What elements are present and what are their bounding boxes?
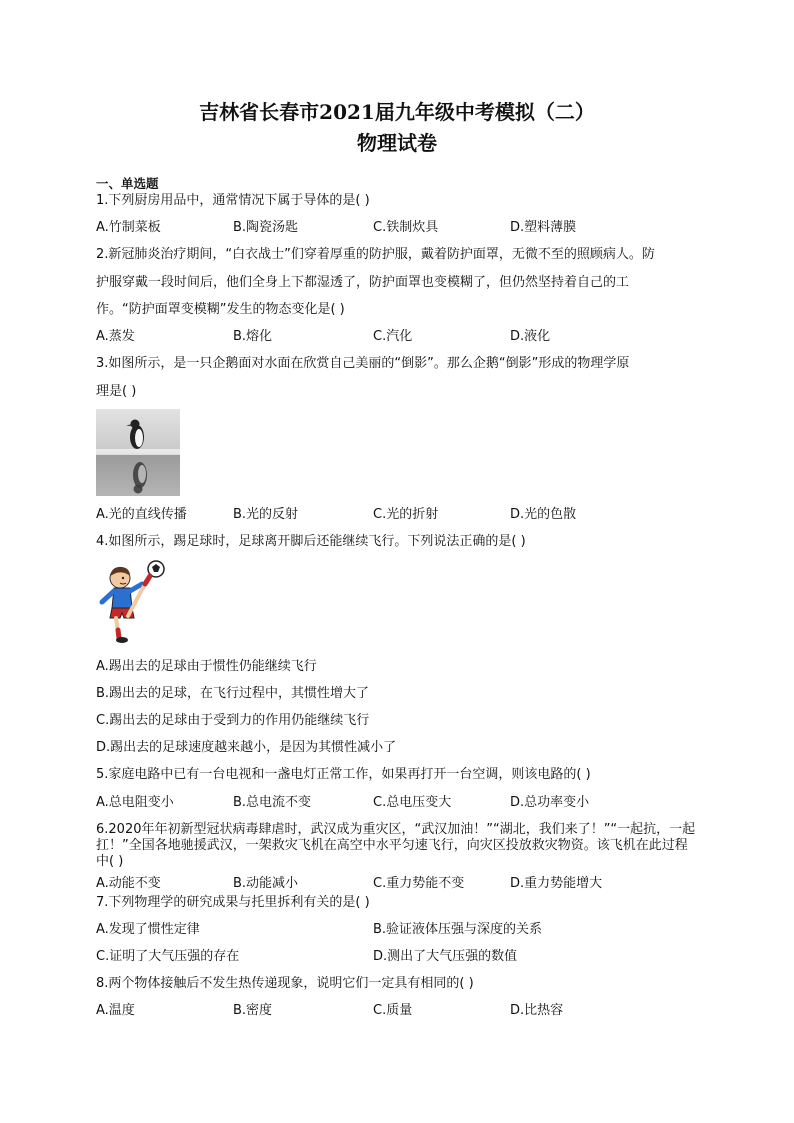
option-a: A.光的直线传播 <box>96 507 187 522</box>
option-c: C.证明了大气压强的存在 <box>96 949 240 964</box>
question-7-options-row-2 <box>96 949 696 965</box>
option-c: C.光的折射 <box>373 507 439 522</box>
question-5-options <box>96 795 696 811</box>
option-d: D.总功率变小 <box>510 795 590 810</box>
exam-title: 吉林省长春市2021届九年级中考模拟（二） <box>199 100 595 124</box>
option-b: B.动能减小 <box>233 876 299 891</box>
question-3-options <box>96 507 696 523</box>
option-a: A.总电阻变小 <box>96 795 174 810</box>
question-4-option-a: A.踢出去的足球由于惯性仍能继续飞行 <box>96 659 317 674</box>
penguin-reflection-image <box>96 409 180 496</box>
option-b: B.验证液体压强与深度的关系 <box>373 922 543 937</box>
question-3-stem-line-2: 理是( ) <box>96 384 137 399</box>
option-d: D.比热容 <box>510 1003 564 1018</box>
option-b: B.陶瓷汤匙 <box>233 220 299 235</box>
option-b: B.总电流不变 <box>233 795 312 810</box>
boy-kicking-football-image <box>98 558 168 644</box>
question-2-stem-line-3: 作。“防护面罩变模糊”发生的物态变化是( ) <box>96 302 345 317</box>
question-3-stem-line-1: 3.如图所示，是一只企鹅面对水面在欣赏自己美丽的“倒影”。那么企鹅“倒影”形成的物理学原 <box>96 356 630 371</box>
option-a: A.发现了惯性定律 <box>96 922 200 937</box>
option-c: C.重力势能不变 <box>373 876 465 891</box>
option-b: B.熔化 <box>233 329 273 344</box>
question-4-option-b: B.踢出去的足球，在飞行过程中，其惯性增大了 <box>96 686 370 701</box>
question-2-stem-line-2: 护服穿戴一段时间后，他们全身上下都湿透了，防护面罩也变模糊了，但仍然坚持着自己的工 <box>96 275 630 290</box>
question-7-options-row-1 <box>96 922 696 938</box>
option-d: D.重力势能增大 <box>510 876 603 891</box>
question-4-option-d: D.踢出去的足球速度越来越小，是因为其惯性减小了 <box>96 740 397 755</box>
option-d: D.光的色散 <box>510 507 577 522</box>
option-b: B.密度 <box>233 1003 273 1018</box>
option-c: C.汽化 <box>373 329 413 344</box>
question-8-options <box>96 1003 696 1019</box>
option-c: C.质量 <box>373 1003 413 1018</box>
question-6-options <box>96 876 696 892</box>
option-b: B.光的反射 <box>233 507 299 522</box>
question-4-stem: 4.如图所示，踢足球时，足球离开脚后还能继续飞行。下列说法正确的是( ) <box>96 534 526 549</box>
option-d: D.测出了大气压强的数值 <box>373 949 518 964</box>
question-4-option-c: C.踢出去的足球由于受到力的作用仍能继续飞行 <box>96 713 370 728</box>
question-6-stem: 6.2020年年初新型冠状病毒肆虐时，武汉成为重灾区，“武汉加油！”“湖北，我们来了！”“一起抗，一起扛！”全国各地驰援武汉，一架救灾飞机在高空中水平匀速飞行，向灾区投放救灾物资。该飞机在此过程中( ) <box>96 822 696 869</box>
option-c: C.总电压变大 <box>373 795 452 810</box>
question-2-stem-line-1: 2.新冠肺炎治疗期间，“白衣战士”们穿着厚重的防护服，戴着防护面罩，无微不至的照顾病人。防 <box>96 247 655 262</box>
option-d: D.塑料薄膜 <box>510 220 577 235</box>
option-a: A.蒸发 <box>96 329 135 344</box>
exam-subtitle: 物理试卷 <box>357 131 437 155</box>
option-c: C.铁制炊具 <box>373 220 439 235</box>
section-heading: 一、单选题 <box>96 176 159 191</box>
question-1-stem: 1.下列厨房用品中，通常情况下属于导体的是( ) <box>96 193 370 208</box>
option-a: A.竹制菜板 <box>96 220 161 235</box>
option-d: D.液化 <box>510 329 551 344</box>
question-5-stem: 5.家庭电路中已有一台电视和一盏电灯正常工作，如果再打开一台空调，则该电路的( ) <box>96 767 591 782</box>
question-7-stem: 7.下列物理学的研究成果与托里拆利有关的是( ) <box>96 895 370 910</box>
question-2-options <box>96 329 696 345</box>
option-a: A.动能不变 <box>96 876 161 891</box>
question-8-stem: 8.两个物体接触后不发生热传递现象，说明它们一定具有相同的( ) <box>96 976 474 991</box>
question-1-options <box>96 220 696 236</box>
option-a: A.温度 <box>96 1003 135 1018</box>
